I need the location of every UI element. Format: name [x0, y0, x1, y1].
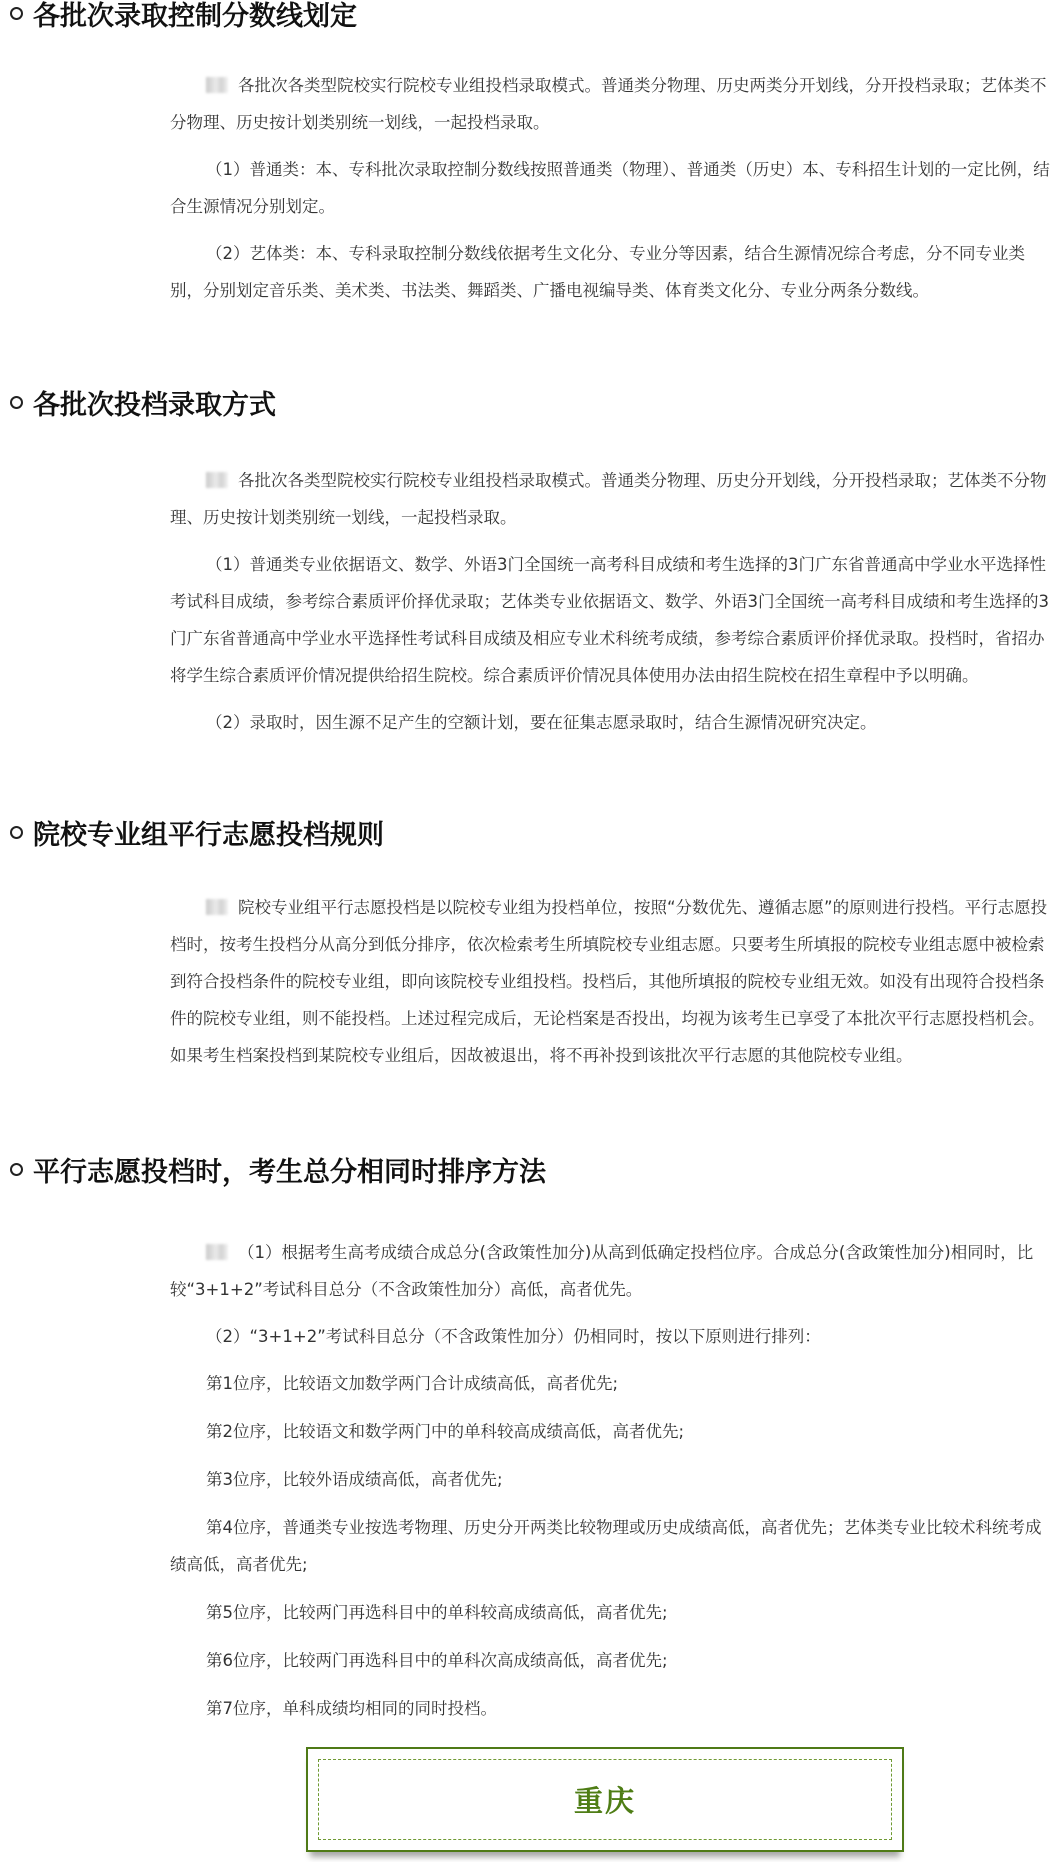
blurred-image-icon	[206, 899, 228, 915]
section-title: 各批次投档录取方式	[33, 390, 276, 421]
section-body-score-lines	[170, 67, 1050, 319]
paragraph: 各批次各类型院校实行院校专业组投档录取模式。普通类分物理、历史分开划线，分开投档录取；艺体类不分物理、历史按计划类别统一划线，一起投档录取。	[170, 471, 1047, 527]
city-name: 重庆	[573, 1784, 636, 1818]
section-title: 院校专业组平行志愿投档规则	[33, 820, 384, 851]
order-rule: 第5位序，比较两门再选科目中的单科较高成绩高低，高者优先;	[206, 1603, 668, 1622]
section-heading-tie-break	[10, 1150, 546, 1189]
paragraph: 院校专业组平行志愿投档是以院校专业组为投档单位，按照“分数优先、遵循志愿”的原则进行投档。平行志愿投档时，按考生投档分从高分到低分排序，依次检索考生所填院校专业组志愿。只要考生所填报的院校专业组志愿中被检索到符合投档条件的院校专业组，即向该院校专业组投档。投档后，其他所填报的院校专业组无效。如没有出现符合投档条件的院校专业组，则不能投档。上述过程完成后，无论档案是否投出，均视为该考生已享受了本批次平行志愿投档机会。如果考生档案投档到某院校专业组后，因故被退出，将不再补投到该批次平行志愿的其他院校专业组。	[170, 898, 1048, 1065]
paragraph: （2）艺体类：本、专科录取控制分数线依据考生文化分、专业分等因素，结合生源情况综合考虑，分不同专业类别，分别划定音乐类、美术类、书法类、舞蹈类、广播电视编导类、体育类文化分、专业分两条分数线。	[170, 244, 1025, 300]
order-rule: 第1位序，比较语文加数学两门合计成绩高低，高者优先;	[206, 1374, 619, 1393]
section-heading-score-lines	[10, 0, 357, 33]
blurred-image-icon	[206, 1244, 228, 1260]
blurred-image-icon	[206, 77, 228, 93]
paragraph: （1）普通类专业依据语文、数学、外语3门全国统一高考科目成绩和考生选择的3门广东省普通高中学业水平选择性考试科目成绩，参考综合素质评价择优录取；艺体类专业依据语文、数学、外语3门全国统一高考科目成绩和考生选择的3门广东省普通高中学业水平选择性考试科目成绩及相应专业术科统考成绩，参考综合素质评价择优录取。投档时，省招办将学生综合素质评价情况提供给招生院校。综合素质评价情况具体使用办法由招生院校在招生章程中予以明确。	[170, 555, 1049, 685]
blurred-image-icon	[206, 472, 228, 488]
paragraph: （2）“3+1+2”考试科目总分（不含政策性加分）仍相同时，按以下原则进行排列：	[206, 1327, 821, 1346]
paragraph: （2）录取时，因生源不足产生的空额计划，要在征集志愿录取时，结合生源情况研究决定。	[206, 713, 877, 732]
paragraph: （1）普通类：本、专科批次录取控制分数线按照普通类（物理）、普通类（历史）本、专科招生计划的一定比例，结合生源情况分别划定。	[170, 160, 1050, 216]
section-title: 各批次录取控制分数线划定	[33, 1, 357, 32]
section-body-admission-method	[170, 462, 1050, 751]
section-title: 平行志愿投档时，考生总分相同时排序方法	[33, 1157, 546, 1188]
order-rule: 第3位序，比较外语成绩高低，高者优先;	[206, 1470, 503, 1489]
circle-bullet-icon	[10, 7, 23, 20]
city-heading-inner-frame	[318, 1759, 892, 1840]
circle-bullet-icon	[10, 826, 23, 839]
section-body-tie-break	[170, 1234, 1050, 1738]
circle-bullet-icon	[10, 1163, 23, 1176]
paragraph: 各批次各类型院校实行院校专业组投档录取模式。普通类分物理、历史两类分开划线，分开投档录取；艺体类不分物理、历史按计划类别统一划线，一起投档录取。	[170, 76, 1047, 132]
paragraph: （1）根据考生高考成绩合成总分(含政策性加分)从高到低确定投档位序。合成总分(含政策性加分)相同时，比较“3+1+2”考试科目总分（不含政策性加分）高低，高者优先。	[170, 1243, 1034, 1299]
section-body-parallel-rules	[170, 889, 1050, 1084]
section-heading-parallel-rules	[10, 813, 384, 852]
order-rule: 第2位序，比较语文和数学两门中的单科较高成绩高低，高者优先;	[206, 1422, 685, 1441]
circle-bullet-icon	[10, 396, 23, 409]
order-rule: 第4位序，普通类专业按选考物理、历史分开两类比较物理或历史成绩高低，高者优先；艺体类专业比较术科统考成绩高低，高者优先;	[170, 1518, 1042, 1574]
order-rule: 第6位序，比较两门再选科目中的单科次高成绩高低，高者优先;	[206, 1651, 668, 1670]
order-rule: 第7位序，单科成绩均相同的同时投档。	[206, 1699, 497, 1718]
city-heading-box	[306, 1747, 904, 1852]
section-heading-admission-method	[10, 383, 276, 422]
